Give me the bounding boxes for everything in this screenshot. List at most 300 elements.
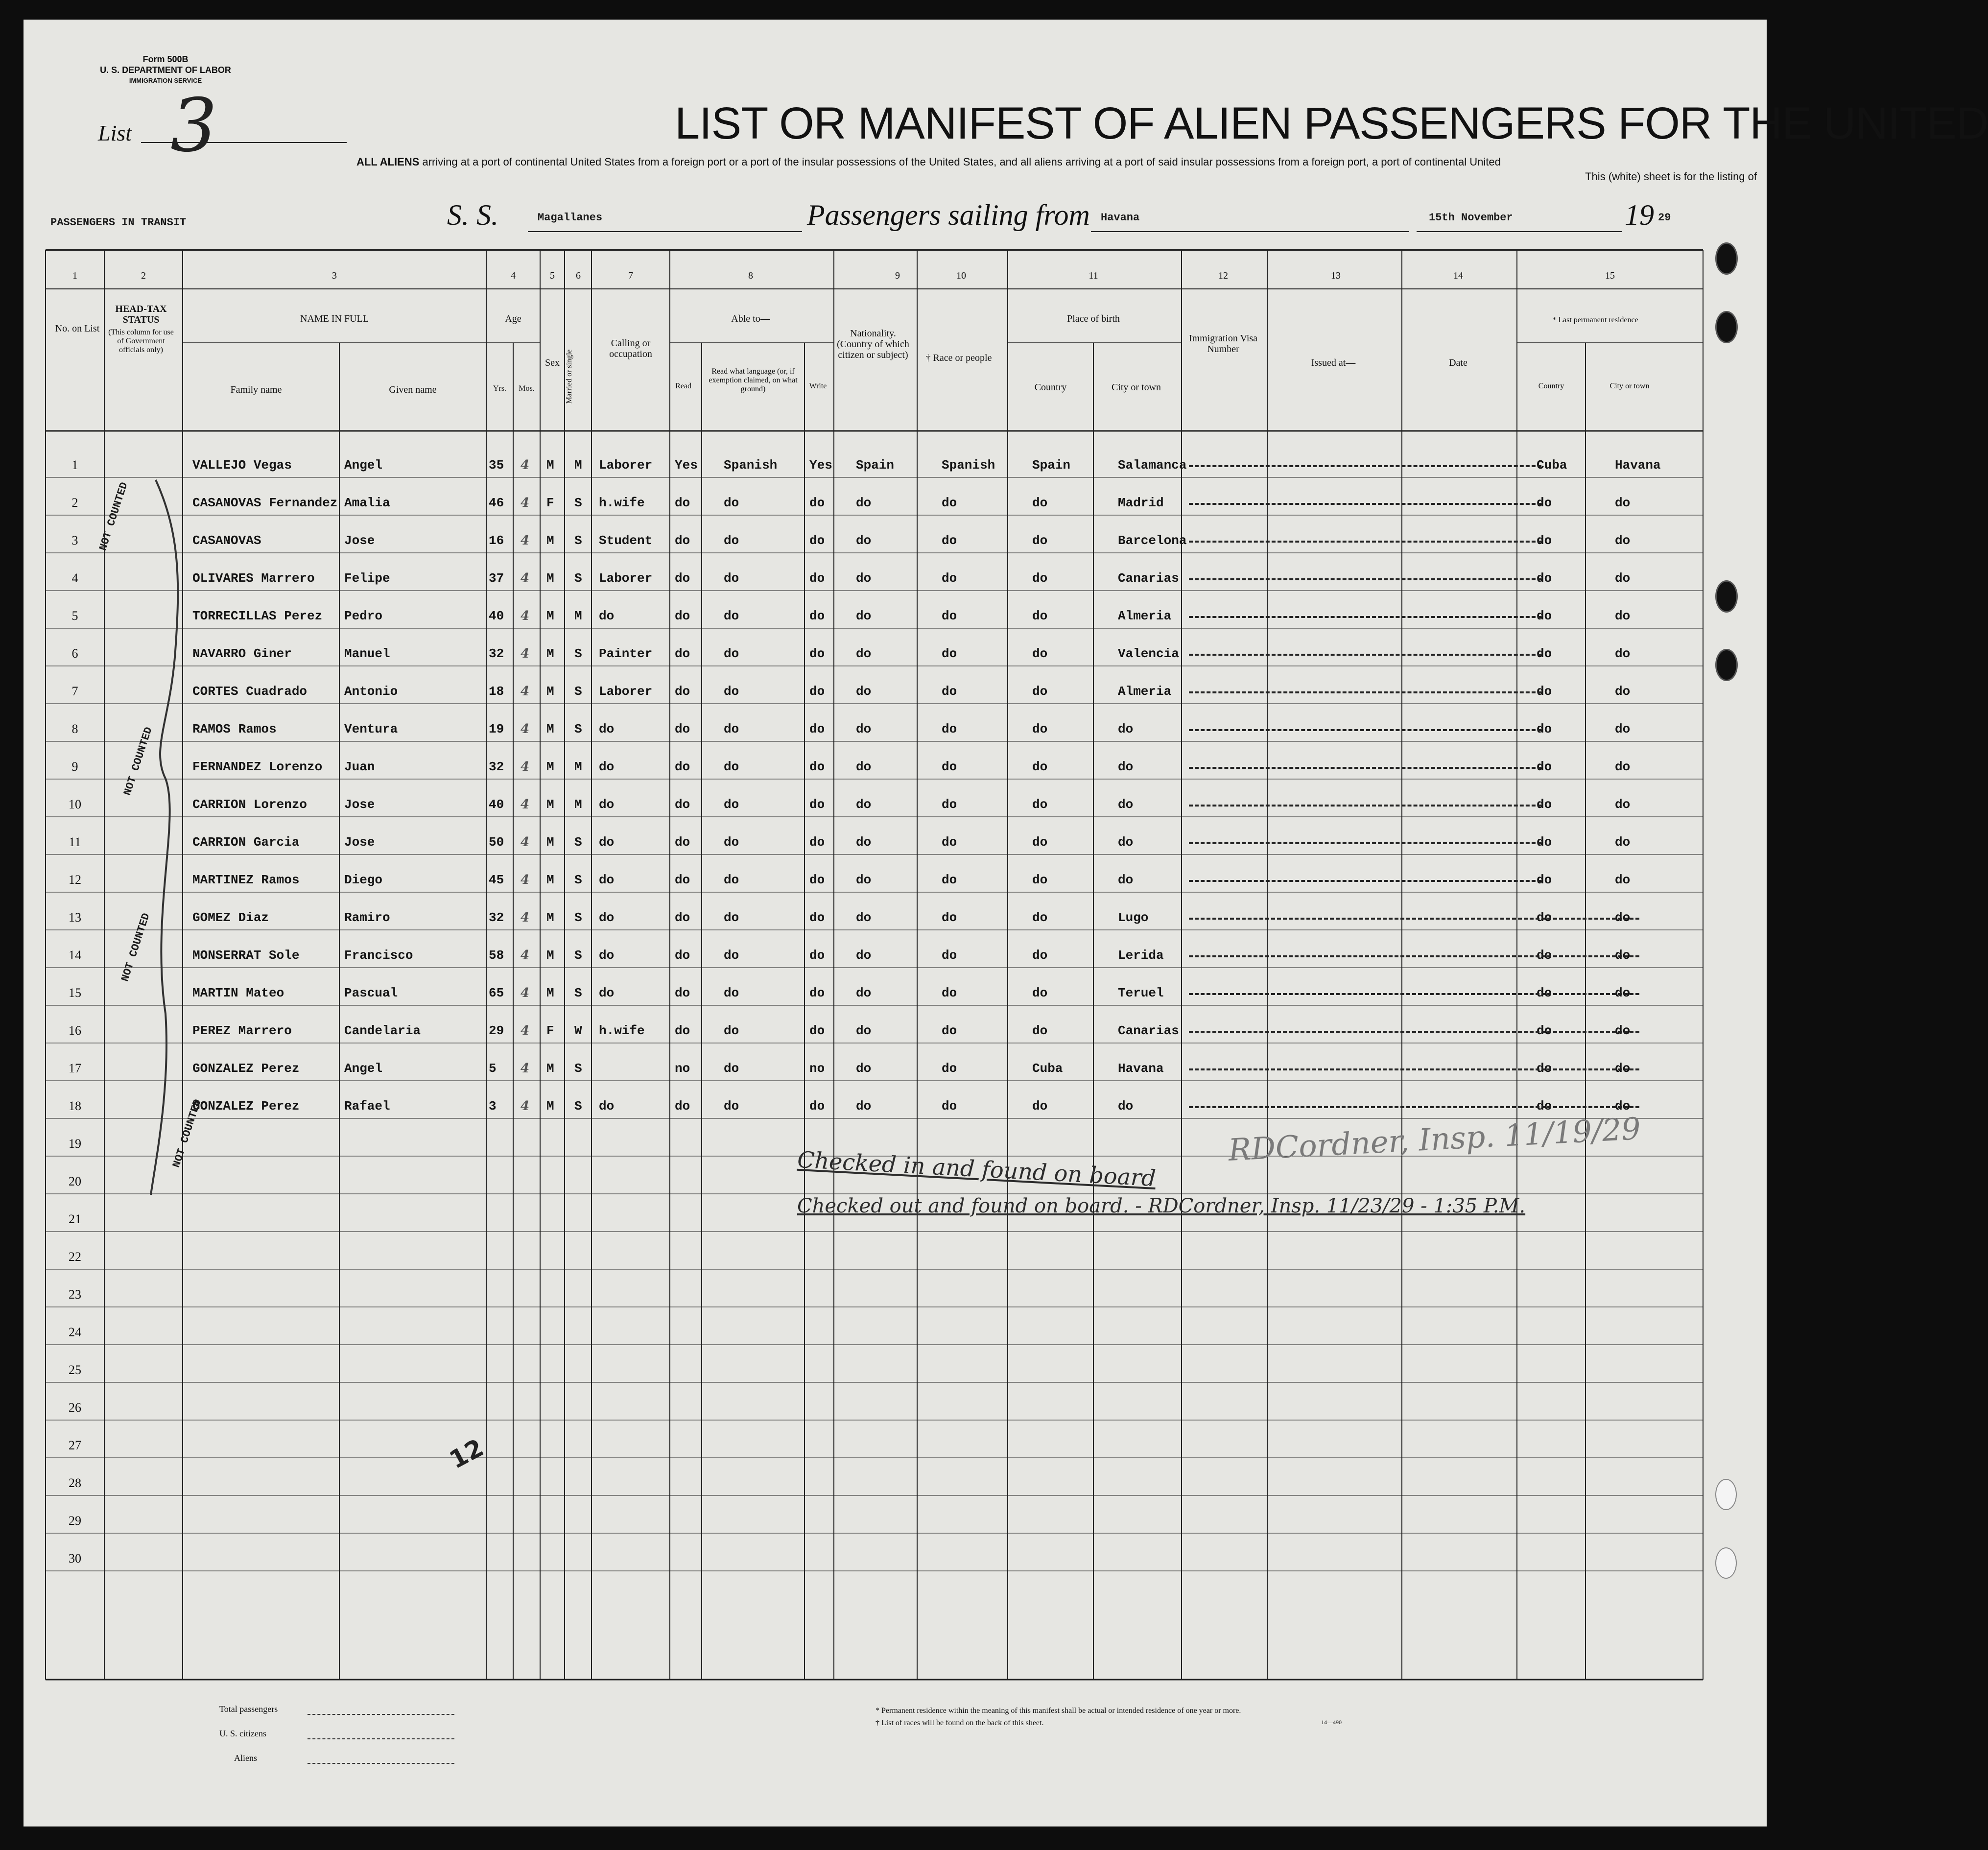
birth-city: Canarias bbox=[1118, 571, 1179, 586]
family-name: MARTIN Mateo bbox=[192, 986, 284, 1000]
can-write: do bbox=[809, 684, 825, 699]
can-read: do bbox=[675, 722, 690, 736]
can-write: no bbox=[809, 1061, 825, 1076]
header-no: No. on List bbox=[55, 323, 100, 334]
blank-dash-line bbox=[1189, 880, 1541, 882]
handwritten-checked-out: Checked out and found on board. - RDCordner, Insp. 11/23/29 - 1:35 P.M. bbox=[797, 1195, 1526, 1217]
age-months: 4 bbox=[521, 722, 530, 736]
header-name: NAME IN FULL bbox=[300, 313, 369, 324]
can-read: do bbox=[675, 797, 690, 812]
header-readlang: Read what language (or, if exemption claimed, on what ground) bbox=[709, 367, 798, 393]
nationality: do bbox=[856, 873, 872, 887]
sex: F bbox=[546, 496, 554, 510]
residence-city: do bbox=[1615, 759, 1631, 774]
occupation: h.wife bbox=[599, 1023, 645, 1038]
column-number: 7 bbox=[628, 270, 633, 281]
header-headtax-sub: (This column for use of Government officials only) bbox=[108, 328, 174, 354]
family-name: GONZALEZ Perez bbox=[192, 1061, 300, 1076]
blank-dash-line bbox=[1189, 918, 1639, 920]
punch-hole bbox=[1715, 649, 1738, 681]
marital-status: M bbox=[574, 458, 582, 473]
residence-country: do bbox=[1537, 910, 1552, 925]
read-language: do bbox=[724, 1099, 739, 1114]
race: do bbox=[942, 948, 957, 963]
age-months: 4 bbox=[521, 609, 530, 623]
read-language: do bbox=[724, 797, 739, 812]
marital-status: S bbox=[574, 1061, 582, 1076]
column-number: 3 bbox=[332, 270, 337, 281]
row-number: 22 bbox=[69, 1250, 81, 1264]
read-language: do bbox=[724, 948, 739, 963]
nationality: do bbox=[856, 571, 872, 586]
header-visa: Immigration Visa Number bbox=[1188, 333, 1258, 355]
row-number: 11 bbox=[69, 835, 81, 849]
residence-country: do bbox=[1537, 873, 1552, 887]
birth-city: Lerida bbox=[1118, 948, 1164, 963]
age-months: 4 bbox=[521, 496, 530, 510]
birth-country: Spain bbox=[1032, 458, 1071, 473]
given-name: Angel bbox=[344, 458, 383, 473]
occupation: h.wife bbox=[599, 496, 645, 510]
age-years: 45 bbox=[489, 873, 504, 887]
age-months: 4 bbox=[521, 458, 530, 473]
given-name: Francisco bbox=[344, 948, 413, 963]
residence-city: do bbox=[1615, 609, 1631, 623]
lead-text: arriving at a port of continental United States from a foreign port or a port of the insular possessions of the United States, and all aliens arriving at a port of said insular possessions from a foreign port, a port of continental United bbox=[422, 156, 1501, 168]
race: do bbox=[942, 910, 957, 925]
residence-country: do bbox=[1537, 684, 1552, 699]
read-language: do bbox=[724, 1061, 739, 1076]
blank-dash-line bbox=[1189, 805, 1541, 806]
family-name: TORRECILLAS Perez bbox=[192, 609, 323, 623]
not-counted-stamp: NOT COUNTED bbox=[97, 480, 131, 552]
birth-country: do bbox=[1032, 948, 1048, 963]
family-name: RAMOS Ramos bbox=[192, 722, 277, 736]
can-write: do bbox=[809, 571, 825, 586]
nationality: Spain bbox=[856, 458, 895, 473]
age-months: 4 bbox=[521, 910, 530, 925]
can-write: do bbox=[809, 797, 825, 812]
read-language: do bbox=[724, 646, 739, 661]
given-name: Jose bbox=[344, 533, 375, 548]
can-read: do bbox=[675, 571, 690, 586]
residence-country: Cuba bbox=[1537, 458, 1567, 473]
blank-dash-line bbox=[1189, 1106, 1639, 1108]
occupation: Laborer bbox=[599, 684, 653, 699]
column-number: 5 bbox=[550, 270, 555, 281]
row-number: 18 bbox=[69, 1099, 81, 1113]
nationality: do bbox=[856, 835, 872, 850]
footer-note-1: * Permanent residence within the meaning of this manifest shall be actual or intended residence of one year or more. bbox=[876, 1707, 1241, 1715]
header-able: Able to— bbox=[731, 313, 770, 324]
sex: M bbox=[546, 722, 554, 736]
birth-city: Valencia bbox=[1118, 646, 1179, 661]
column-number: 11 bbox=[1089, 270, 1098, 281]
blank-dash-line bbox=[1189, 541, 1541, 543]
age-years: 16 bbox=[489, 533, 504, 548]
nationality: do bbox=[856, 609, 872, 623]
row-number: 23 bbox=[69, 1287, 81, 1302]
race: do bbox=[942, 1099, 957, 1114]
row-number: 20 bbox=[69, 1174, 81, 1188]
age-months: 4 bbox=[521, 684, 530, 699]
sex: F bbox=[546, 1023, 554, 1038]
sex: M bbox=[546, 797, 554, 812]
footer-total: Total passengers bbox=[219, 1704, 278, 1714]
residence-city: Havana bbox=[1615, 458, 1661, 473]
blank-dash-line bbox=[1189, 578, 1541, 580]
residence-city: do bbox=[1615, 646, 1631, 661]
can-write: do bbox=[809, 910, 825, 925]
not-counted-stamp: NOT COUNTED bbox=[119, 911, 153, 983]
row-number: 25 bbox=[69, 1363, 81, 1377]
can-read: Yes bbox=[675, 458, 698, 473]
read-language: do bbox=[724, 496, 739, 510]
can-write: do bbox=[809, 609, 825, 623]
residence-city: do bbox=[1615, 722, 1631, 736]
list-label: List bbox=[98, 120, 132, 145]
read-language: do bbox=[724, 910, 739, 925]
family-name: CASANOVAS Fernandez bbox=[192, 496, 338, 510]
nationality: do bbox=[856, 722, 872, 736]
age-years: 5 bbox=[489, 1061, 497, 1076]
age-years: 3 bbox=[489, 1099, 497, 1114]
nationality: do bbox=[856, 496, 872, 510]
residence-city: do bbox=[1615, 986, 1631, 1000]
nationality: do bbox=[856, 684, 872, 699]
residence-city: do bbox=[1615, 797, 1631, 812]
can-write: do bbox=[809, 533, 825, 548]
residence-city: do bbox=[1615, 496, 1631, 510]
row-number: 17 bbox=[69, 1061, 81, 1075]
family-name: PEREZ Marrero bbox=[192, 1023, 292, 1038]
marital-status: S bbox=[574, 496, 582, 510]
bracket-mark bbox=[136, 475, 195, 1200]
marital-status: M bbox=[574, 797, 582, 812]
age-months: 4 bbox=[521, 986, 530, 1000]
marital-status: S bbox=[574, 835, 582, 850]
blank-dash-line bbox=[1189, 691, 1541, 693]
read-language: do bbox=[724, 609, 739, 623]
given-name: Diego bbox=[344, 873, 383, 887]
birth-country: do bbox=[1032, 533, 1048, 548]
race: do bbox=[942, 797, 957, 812]
blank-dash-line bbox=[1189, 616, 1541, 618]
sex: M bbox=[546, 571, 554, 586]
tally-mark: 12 bbox=[445, 1433, 489, 1474]
footer-note-2: † List of races will be found on the back of this sheet. bbox=[876, 1719, 1044, 1727]
given-name: Candelaria bbox=[344, 1023, 421, 1038]
family-name: MONSERRAT Sole bbox=[192, 948, 300, 963]
residence-city: do bbox=[1615, 910, 1631, 925]
read-language: do bbox=[724, 873, 739, 887]
row-number: 9 bbox=[71, 759, 78, 774]
birth-city: Barcelona bbox=[1118, 533, 1187, 548]
can-read: do bbox=[675, 1099, 690, 1114]
residence-country: do bbox=[1537, 1023, 1552, 1038]
age-months: 4 bbox=[521, 797, 530, 812]
given-name: Jose bbox=[344, 797, 375, 812]
birth-city: Salamanca bbox=[1118, 458, 1187, 473]
transit-label: PASSENGERS IN TRANSIT bbox=[50, 216, 187, 229]
row-number: 19 bbox=[69, 1137, 81, 1151]
header-calling: Calling or occupation bbox=[609, 338, 652, 359]
read-language: do bbox=[724, 986, 739, 1000]
column-number: 1 bbox=[72, 270, 77, 281]
service: IMMIGRATION SERVICE bbox=[129, 77, 202, 84]
age-years: 32 bbox=[489, 646, 504, 661]
row-number: 1 bbox=[71, 458, 78, 472]
row-number: 27 bbox=[69, 1438, 81, 1452]
can-write: do bbox=[809, 986, 825, 1000]
race: do bbox=[942, 873, 957, 887]
header-age: Age bbox=[505, 313, 521, 324]
not-counted-stamp: NOT COUNTED bbox=[170, 1097, 204, 1169]
marital-status: S bbox=[574, 646, 582, 661]
age-years: 35 bbox=[489, 458, 504, 473]
marital-status: S bbox=[574, 722, 582, 736]
can-write: do bbox=[809, 1099, 825, 1114]
can-read: do bbox=[675, 835, 690, 850]
can-read: do bbox=[675, 1023, 690, 1038]
port-name: Havana bbox=[1101, 212, 1140, 224]
sailing-date: 15th November bbox=[1429, 212, 1513, 224]
read-language: do bbox=[724, 835, 739, 850]
sex: M bbox=[546, 873, 554, 887]
occupation: do bbox=[599, 722, 615, 736]
birth-country: do bbox=[1032, 759, 1048, 774]
footer-code: 14—490 bbox=[1321, 1719, 1342, 1726]
header-city: City or town bbox=[1111, 382, 1161, 393]
sex: M bbox=[546, 533, 554, 548]
form-number: Form 500B bbox=[142, 54, 189, 64]
nationality: do bbox=[856, 533, 872, 548]
column-number: 9 bbox=[895, 270, 900, 281]
residence-city: do bbox=[1615, 873, 1631, 887]
year-suffix: 29 bbox=[1658, 212, 1671, 224]
row-number: 15 bbox=[69, 986, 81, 1000]
marital-status: S bbox=[574, 533, 582, 548]
family-name: OLIVARES Marrero bbox=[192, 571, 315, 586]
birth-country: do bbox=[1032, 873, 1048, 887]
row-number: 3 bbox=[71, 533, 78, 547]
birth-city: do bbox=[1118, 835, 1134, 850]
occupation: do bbox=[599, 873, 615, 887]
birth-city: do bbox=[1118, 1099, 1134, 1114]
sex: M bbox=[546, 948, 554, 963]
blank-dash-line bbox=[1189, 842, 1541, 844]
can-read: do bbox=[675, 684, 690, 699]
row-number: 7 bbox=[71, 684, 78, 698]
list-number: 3 bbox=[170, 83, 217, 168]
residence-city: do bbox=[1615, 1061, 1631, 1076]
age-years: 19 bbox=[489, 722, 504, 736]
residence-country: do bbox=[1537, 1061, 1552, 1076]
can-write: do bbox=[809, 759, 825, 774]
read-language: do bbox=[724, 722, 739, 736]
sex: M bbox=[546, 1099, 554, 1114]
footer-citizens: U. S. citizens bbox=[219, 1729, 266, 1738]
footer-aliens: Aliens bbox=[234, 1753, 257, 1763]
age-years: 29 bbox=[489, 1023, 504, 1038]
given-name: Felipe bbox=[344, 571, 390, 586]
birth-city: Havana bbox=[1118, 1061, 1164, 1076]
can-read: do bbox=[675, 646, 690, 661]
blank-dash-line bbox=[1189, 993, 1639, 995]
occupation: Laborer bbox=[599, 458, 653, 473]
blank-dash-line bbox=[1189, 654, 1541, 656]
punch-hole bbox=[1715, 1479, 1737, 1510]
nationality: do bbox=[856, 797, 872, 812]
given-name: Rafael bbox=[344, 1099, 390, 1114]
race: do bbox=[942, 1061, 957, 1076]
birth-city: Almeria bbox=[1118, 609, 1172, 623]
residence-country: do bbox=[1537, 496, 1552, 510]
age-years: 58 bbox=[489, 948, 504, 963]
header-yrs: Yrs. bbox=[493, 384, 507, 393]
header-birth: Place of birth bbox=[1067, 313, 1120, 324]
birth-city: Canarias bbox=[1118, 1023, 1179, 1038]
row-number: 28 bbox=[69, 1476, 81, 1490]
marital-status: S bbox=[574, 873, 582, 887]
birth-country: do bbox=[1032, 684, 1048, 699]
footer-citizens-line bbox=[308, 1738, 454, 1739]
residence-country: do bbox=[1537, 835, 1552, 850]
header-write: Write bbox=[809, 382, 827, 390]
birth-city: do bbox=[1118, 759, 1134, 774]
occupation: do bbox=[599, 835, 615, 850]
not-counted-stamp: NOT COUNTED bbox=[121, 725, 155, 797]
nationality: do bbox=[856, 1099, 872, 1114]
nationality: do bbox=[856, 1061, 872, 1076]
can-read: do bbox=[675, 910, 690, 925]
residence-country: do bbox=[1537, 646, 1552, 661]
nationality: do bbox=[856, 646, 872, 661]
row-number: 8 bbox=[71, 722, 78, 736]
header-read: Read bbox=[675, 382, 691, 390]
residence-country: do bbox=[1537, 759, 1552, 774]
birth-city: Almeria bbox=[1118, 684, 1172, 699]
department: U. S. DEPARTMENT OF LABOR bbox=[100, 65, 231, 75]
header-married: Married or single bbox=[565, 349, 573, 404]
marital-status: S bbox=[574, 986, 582, 1000]
header-res-city: City or town bbox=[1609, 382, 1650, 390]
occupation: do bbox=[599, 910, 615, 925]
sex: M bbox=[546, 759, 554, 774]
family-name: CASANOVAS bbox=[192, 533, 261, 548]
column-number: 15 bbox=[1605, 270, 1615, 281]
sex: M bbox=[546, 1061, 554, 1076]
family-name: NAVARRO Giner bbox=[192, 646, 292, 661]
residence-country: do bbox=[1537, 533, 1552, 548]
punch-hole bbox=[1715, 1547, 1737, 1579]
residence-city: do bbox=[1615, 684, 1631, 699]
column-number: 8 bbox=[748, 270, 753, 281]
race: Spanish bbox=[942, 458, 995, 473]
race: do bbox=[942, 835, 957, 850]
ship-name: Magallanes bbox=[538, 212, 603, 224]
family-name: FERNANDEZ Lorenzo bbox=[192, 759, 323, 774]
can-write: do bbox=[809, 496, 825, 510]
family-name: GOMEZ Diaz bbox=[192, 910, 269, 925]
header-family: Family name bbox=[230, 384, 282, 395]
marital-status: M bbox=[574, 609, 582, 623]
marital-status: S bbox=[574, 948, 582, 963]
age-months: 4 bbox=[521, 533, 530, 548]
birth-city: do bbox=[1118, 722, 1134, 736]
blank-dash-line bbox=[1189, 767, 1541, 769]
row-number: 12 bbox=[69, 873, 81, 887]
occupation: Student bbox=[599, 533, 653, 548]
occupation: do bbox=[599, 759, 615, 774]
family-name: CORTES Cuadrado bbox=[192, 684, 308, 699]
read-language: Spanish bbox=[724, 458, 778, 473]
column-number: 2 bbox=[141, 270, 146, 281]
read-language: do bbox=[724, 571, 739, 586]
race: do bbox=[942, 533, 957, 548]
marital-status: S bbox=[574, 571, 582, 586]
sex: M bbox=[546, 910, 554, 925]
race: do bbox=[942, 1023, 957, 1038]
age-years: 37 bbox=[489, 571, 504, 586]
race: do bbox=[942, 986, 957, 1000]
column-number: 10 bbox=[956, 270, 966, 281]
given-name: Amalia bbox=[344, 496, 390, 510]
birth-country: do bbox=[1032, 797, 1048, 812]
age-months: 4 bbox=[521, 873, 530, 887]
residence-city: do bbox=[1615, 533, 1631, 548]
given-name: Antonio bbox=[344, 684, 398, 699]
sex: M bbox=[546, 609, 554, 623]
age-months: 4 bbox=[521, 1023, 530, 1038]
occupation: Laborer bbox=[599, 571, 653, 586]
header-res-country: Country bbox=[1538, 382, 1564, 390]
footer-total-line bbox=[308, 1714, 454, 1715]
can-read: do bbox=[675, 533, 690, 548]
marital-status: W bbox=[574, 1023, 582, 1038]
race: do bbox=[942, 684, 957, 699]
age-months: 4 bbox=[521, 646, 530, 661]
nationality: do bbox=[856, 759, 872, 774]
can-read: do bbox=[675, 948, 690, 963]
given-name: Jose bbox=[344, 835, 375, 850]
residence-country: do bbox=[1537, 722, 1552, 736]
can-read: do bbox=[675, 873, 690, 887]
family-name: GONZALEZ Perez bbox=[192, 1099, 300, 1114]
can-write: Yes bbox=[809, 458, 832, 473]
birth-country: do bbox=[1032, 496, 1048, 510]
birth-city: Teruel bbox=[1118, 986, 1164, 1000]
race: do bbox=[942, 759, 957, 774]
can-write: do bbox=[809, 873, 825, 887]
age-years: 46 bbox=[489, 496, 504, 510]
row-number: 26 bbox=[69, 1400, 81, 1415]
page-title: LIST OR MANIFEST OF ALIEN PASSENGERS FOR THE UNITED bbox=[675, 98, 1988, 148]
can-read: do bbox=[675, 759, 690, 774]
sex: M bbox=[546, 986, 554, 1000]
blank-dash-line bbox=[1189, 1068, 1639, 1070]
can-write: do bbox=[809, 646, 825, 661]
can-read: no bbox=[675, 1061, 690, 1076]
race: do bbox=[942, 722, 957, 736]
age-years: 50 bbox=[489, 835, 504, 850]
birth-city: do bbox=[1118, 873, 1134, 887]
age-months: 4 bbox=[521, 835, 530, 850]
residence-country: do bbox=[1537, 797, 1552, 812]
race: do bbox=[942, 609, 957, 623]
read-language: do bbox=[724, 1023, 739, 1038]
can-write: do bbox=[809, 1023, 825, 1038]
